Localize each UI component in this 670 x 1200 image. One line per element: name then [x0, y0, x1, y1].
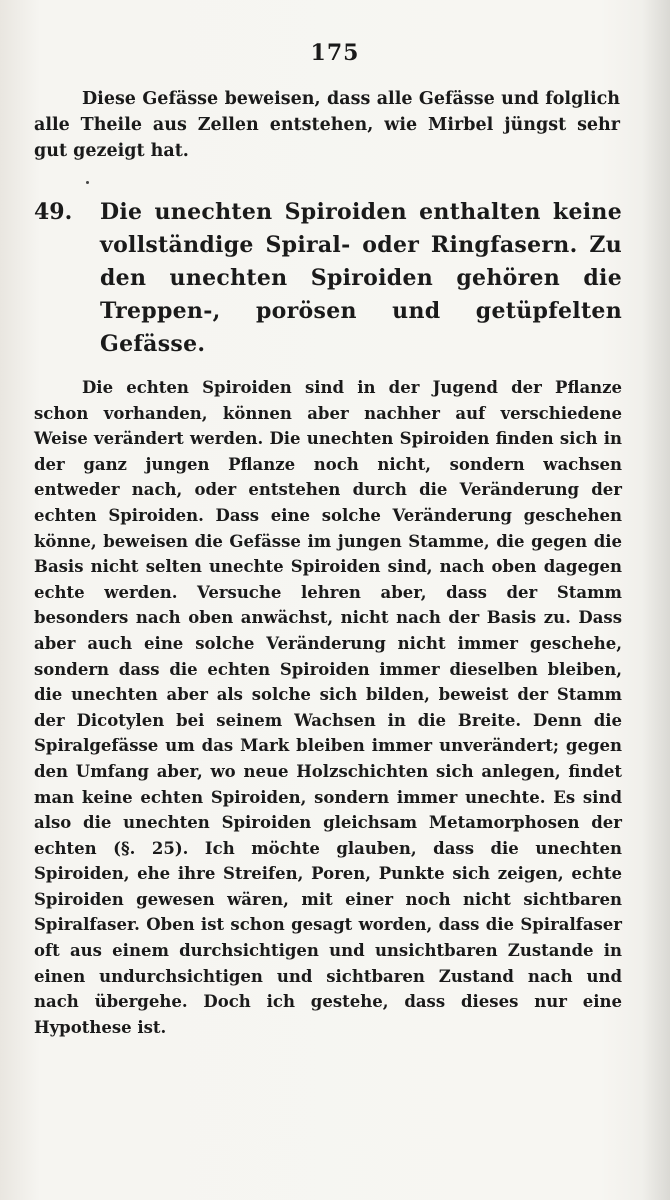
body-text: Die echten Spiroiden sind in der Jugend der Pflanze schon vorhanden, können aber nachher auf verschiedene Weise verändert werden. Die unechten Spiroiden finden sich in der ganz jungen Pflanze noch nicht, sondern wachsen entweder nach, oder entstehen durch die Veränderung der echten Spiroiden. Dass eine solche Veränderung geschehen könne, beweisen die Gefässe im jungen Stamme, die gegen die Basis nicht selten unechte Spiroiden sind, nach oben dagegen echte werden. Versuche lehren aber, dass der Stamm besonders nach oben anwächst, nicht nach der Basis zu. Dass aber auch eine solche Veränderung nicht immer geschehe, sondern dass die echten Spiroiden immer dieselben bleiben, die unechten aber als solche sich bilden, beweist der Stamm der Dicotylen bei seinem Wachsen in die Breite. Denn die Spiralgefässe um das Mark bleiben immer unverändert; gegen den Umfang aber, wo neue Holzschichten sich anlegen, findet man keine echten Spiroiden, sondern immer unechte. Es sind also die unechten Spiroiden gleichsam Metamorphosen der echten (§. 25). Ich möchte glauben, dass die unechten Spiroiden, ehe ihre Streifen, Poren, Punkte sich zeigen, echte Spiroiden gewesen wären, mit einer noch nicht sichtbaren Spiralfaser. Oben ist schon gesagt worden, dass die Spiralfaser oft aus einem durchsichtigen und unsichtbaren Zustande in einen undurchsichtigen und sichtbaren Zustand nach und nach übergehe. Doch ich gestehe, dass dieses nur eine Hypothese ist.: [34, 378, 622, 1037]
section-49-heading: [34, 196, 622, 361]
intro-text: Diese Gefässe beweisen, dass alle Gefässe und folglich alle Theile aus Zellen entstehen, wie Mirbel jüngst sehr gut gezeigt hat.: [34, 89, 620, 161]
page-number: 175: [310, 40, 360, 66]
body-paragraph: [34, 375, 622, 1040]
page-edge-shadow: [642, 0, 670, 1200]
section-heading-text: Die unechten Spiroiden enthalten keine vollständige Spiral- oder Ringfasern. Zu den unechten Spiroiden gehören die Treppen-, porösen und getüpfelten Gefässe.: [100, 199, 622, 357]
stray-mark: [86, 181, 89, 184]
section-number: 49.: [34, 199, 73, 225]
intro-paragraph: [34, 86, 620, 164]
